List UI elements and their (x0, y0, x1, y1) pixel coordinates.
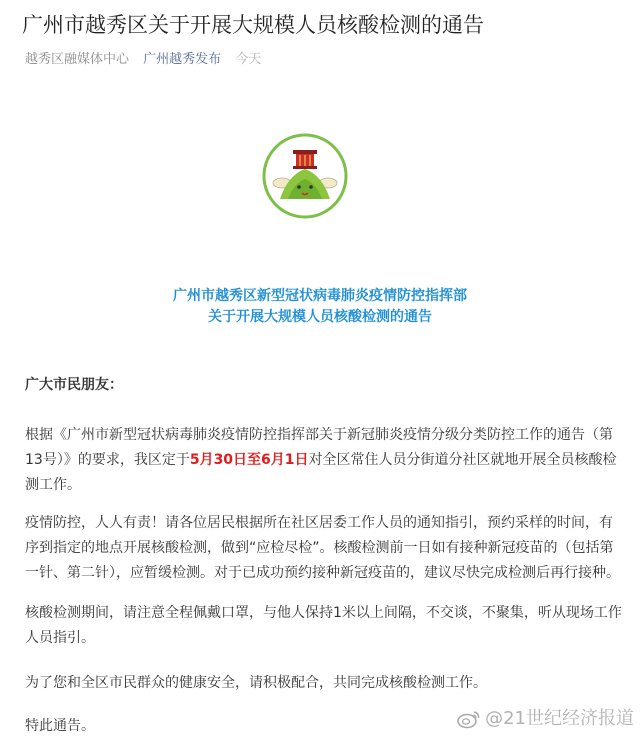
weibo-watermark (457, 706, 634, 732)
paragraph-2: 疫情防控，人人有责！请各位居民根据所在社区居委工作人员的通知指引，预约采样的时间，有序到指定的地点开展核酸检测，做到“应检尽检”。核酸检测前一日如有接种新冠疫苗的（包括第一针、第二针），应暂缓检测。对于已成功预约接种新冠疫苗的，建议尽快完成检测后再行接种。 (25, 515, 620, 581)
paragraph-4: 为了您和全区市民群众的健康安全，请积极配合，共同完成核酸检测工作。 (25, 675, 487, 691)
weibo-icon (457, 709, 481, 729)
watermark-text: @21世纪经济报道 (485, 708, 634, 729)
headline-line-2: 关于开展大规模人员核酸检测的通告 (208, 309, 432, 325)
paragraph-3: 核酸检测期间，请注意全程佩戴口罩，与他人保持1米以上间隔，不交谈，不聚集，听从现场工作人员指引。 (25, 605, 622, 646)
paragraph-1-after: 对全区常住人员分街道分社区就地开展全员核酸检测工作。 (25, 452, 617, 493)
publish-time: 今天 (235, 52, 262, 67)
greeting: 广大市民朋友： (25, 377, 123, 393)
testing-dates: 5月30日至6月1日 (189, 452, 309, 468)
paragraph-1 (25, 423, 625, 498)
article-meta (25, 50, 271, 70)
paragraph-5: 特此通告。 (25, 718, 95, 734)
article-title: 广州市越秀区关于开展大规模人员核酸检测的通告 (22, 13, 484, 37)
article-source: 越秀区融媒体中心 (25, 52, 130, 67)
notice-headline (0, 286, 640, 328)
yuexiu-mascot-logo-icon (262, 133, 348, 219)
account-link[interactable]: 广州越秀发布 (143, 52, 222, 67)
paragraph-1-before: 根据《广州市新型冠状病毒肺炎疫情防控指挥部关于新冠肺炎疫情分级分类防控工作的通告（第13号）》的要求，我区定于 (25, 427, 613, 468)
headline-line-1: 广州市越秀区新型冠状病毒肺炎疫情防控指挥部 (173, 288, 467, 304)
